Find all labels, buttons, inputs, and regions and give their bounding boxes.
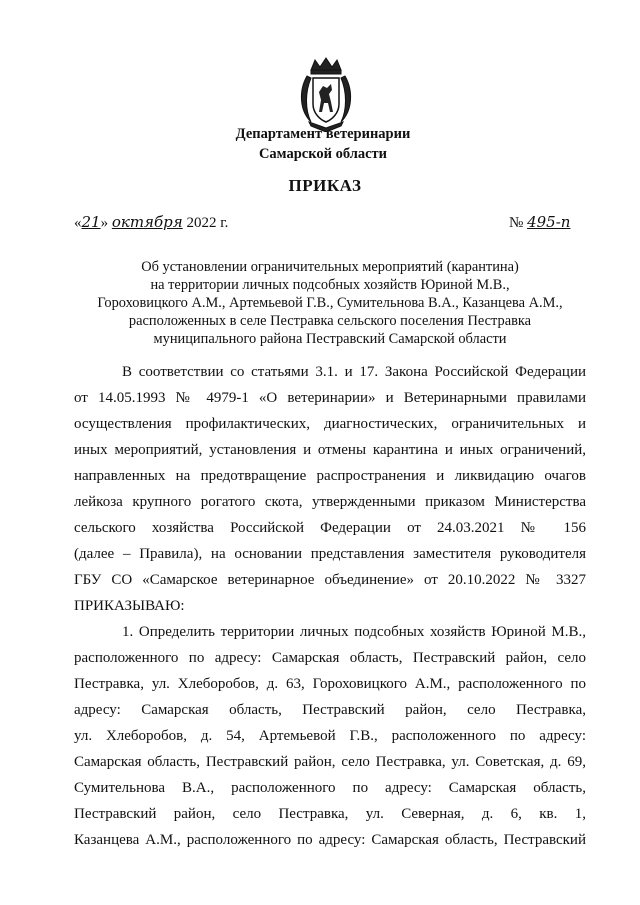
- body-line: иных мероприятий, установления и отмены карантина и иных ограничений,: [74, 442, 586, 458]
- date-open-quote: «: [74, 215, 82, 231]
- body-line: Пестравский район, село Пестравка, ул. Северная, д. 6, кв. 1,: [74, 806, 586, 822]
- body-line: направленных на предотвращение распространения и ликвидацию очагов: [74, 468, 586, 484]
- body-line: В соответствии со статьями 3.1. и 17. Закона Российской Федерации: [122, 364, 586, 380]
- order-subject: [60, 258, 600, 348]
- body-line: ПРИКАЗЫВАЮ:: [74, 598, 185, 614]
- date-day: 21: [81, 213, 101, 231]
- subject-line-4: расположенных в селе Пестравка сельского поселения Пестравка: [128, 313, 532, 329]
- coat-of-arms-emblem-icon: [297, 56, 355, 132]
- order-number: [509, 213, 570, 232]
- department-line-1: Департамент ветеринарии: [235, 126, 411, 142]
- date-year: 2022 г.: [186, 215, 229, 231]
- body-line: Сумительнова В.А., расположенного по адресу: Самарская область,: [74, 780, 586, 796]
- body-line: Пестравка, ул. Хлеборобов, д. 63, Гороховицкого А.М., расположенного по: [74, 676, 586, 692]
- subject-line-2: на территории личных подсобных хозяйств Юриной М.В.,: [150, 277, 510, 293]
- body-line: ГБУ СО «Самарское ветеринарное объединение» от 20.10.2022 № 3327: [74, 572, 586, 588]
- order-date: [74, 213, 228, 232]
- body-line: Самарская область, Пестравский район, село Пестравка, ул. Советская, д. 69,: [74, 754, 586, 770]
- body-line: расположенного по адресу: Самарская область, Пестравский район, село: [74, 650, 586, 666]
- department-line-2: Самарской области: [258, 146, 388, 162]
- body-line: от 14.05.1993 № 4979-1 «О ветеринарии» и Ветеринарными правилами: [74, 390, 586, 406]
- body-line: сельского хозяйства Российской Федерации от 24.03.2021 № 156: [74, 520, 586, 536]
- subject-line-5: муниципального района Пестравский Самарской области: [153, 331, 507, 347]
- body-line: лейкоза крупного рогатого скота, утвержденными приказом Министерства: [74, 494, 586, 510]
- body-line: (далее – Правила), на основании представления заместителя руководителя: [74, 546, 586, 562]
- body-line: адресу: Самарская область, Пестравский район, село Пестравка,: [74, 702, 586, 718]
- body-line: ул. Хлеборобов, д. 54, Артемьевой Г.В., расположенного по адресу:: [74, 728, 586, 744]
- body-line: 1. Определить территории личных подсобных хозяйств Юриной М.В.,: [122, 624, 586, 640]
- subject-line-1: Об установлении ограничительных мероприятий (карантина): [141, 259, 519, 275]
- body-line: осуществления профилактических, диагностических, ограничительных и: [74, 416, 586, 432]
- order-body-text: [74, 359, 586, 853]
- document-type-title: ПРИКАЗ: [288, 176, 362, 195]
- number-value: 495-п: [527, 213, 571, 231]
- date-month: октября: [111, 213, 183, 231]
- body-line: Казанцева А.М., расположенного по адресу: Самарская область, Пестравский: [74, 832, 586, 848]
- date-close-quote: »: [100, 215, 109, 231]
- subject-line-3: Гороховицкого А.М., Артемьевой Г.В., Сумительнова В.А., Казанцева А.М.,: [97, 295, 563, 311]
- department-name: [200, 124, 446, 164]
- number-prefix: №: [509, 215, 524, 231]
